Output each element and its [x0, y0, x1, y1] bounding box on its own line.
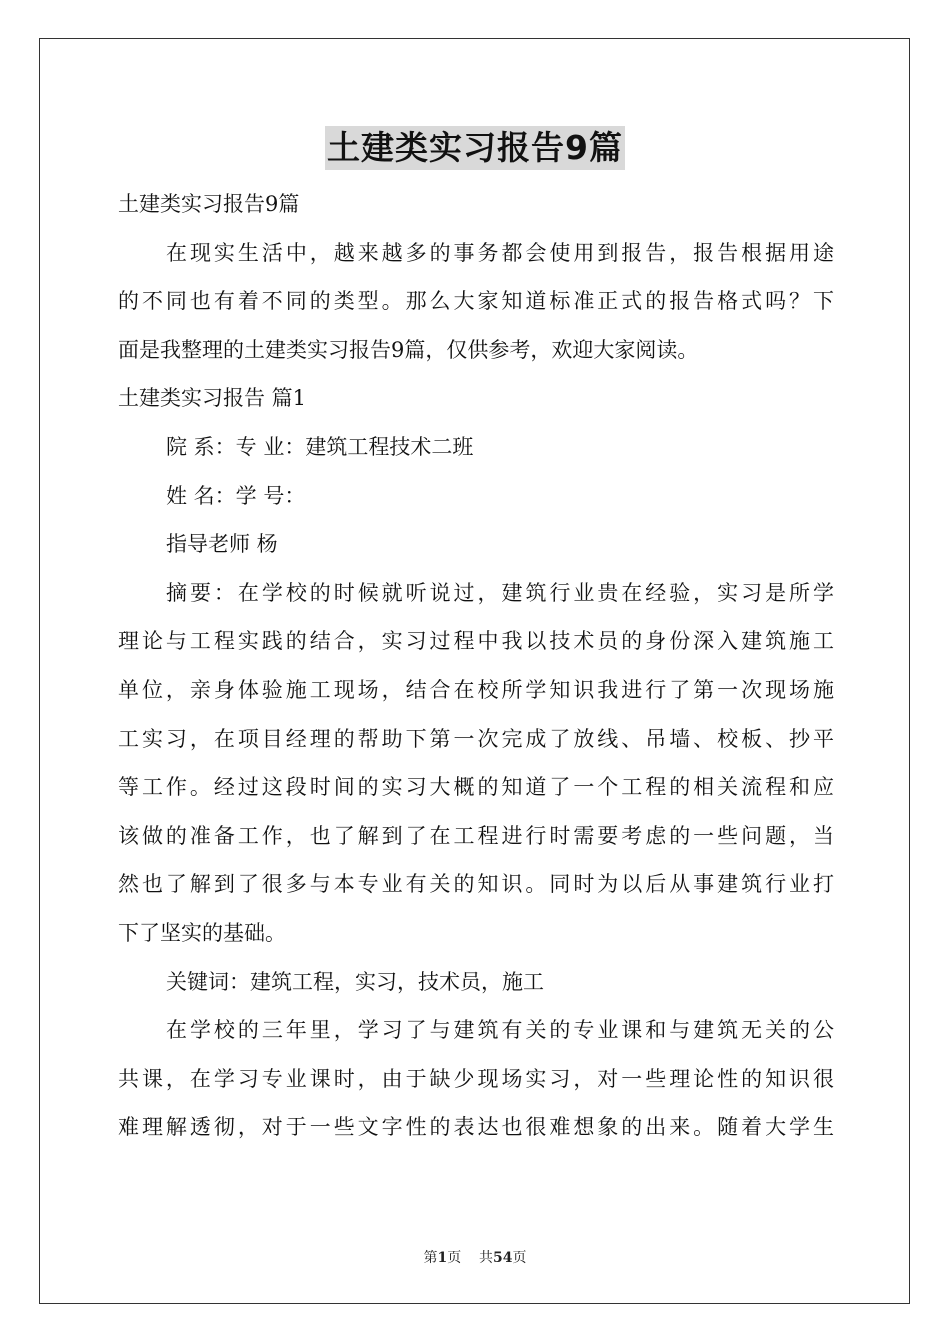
keywords-line: 关键词：建筑工程，实习，技术员，施工 [166, 969, 544, 994]
abstract-line-5: 等工作。经过这段时间的实习大概的知道了一个工程的相关流程和应 [118, 775, 834, 800]
intro-line-3: 面是我整理的土建类实习报告9篇，仅供参考，欢迎大家阅读。 [118, 337, 699, 362]
intro-line-2: 的不同也有着不同的类型。那么大家知道标准正式的报告格式吗？下 [118, 289, 834, 314]
footer-total-prefix: 共 [479, 1250, 494, 1266]
section-heading: 土建类实习报告 篇1 [118, 386, 307, 411]
document-title: 土建类实习报告9篇 [325, 126, 625, 170]
title-area [0, 126, 950, 170]
advisor-line: 指导老师 杨 [166, 532, 278, 557]
abstract-line-6: 该做的准备工作，也了解到了在工程进行时需要考虑的一些问题，当 [118, 823, 834, 848]
footer-page-prefix: 第 [423, 1250, 438, 1266]
body-line-3: 难理解透彻，对于一些文字性的表达也很难想象的出来。随着大学生 [118, 1115, 834, 1140]
abstract-line-4: 工实习，在项目经理的帮助下第一次完成了放线、吊墙、校板、抄平 [118, 726, 834, 751]
subtitle-line: 土建类实习报告9篇 [118, 192, 300, 216]
intro-line-1: 在现实生活中，越来越多的事务都会使用到报告，报告根据用途 [166, 240, 834, 265]
page-footer [0, 1247, 950, 1267]
body-line-2: 共课，在学习专业课时，由于缺少现场实习，对一些理论性的知识很 [118, 1066, 834, 1091]
footer-total-number: 54 [493, 1250, 513, 1266]
footer-page-suffix: 页 [447, 1250, 462, 1266]
abstract-line-1: 摘要：在学校的时候就听说过，建筑行业贵在经验，实习是所学 [166, 580, 834, 605]
abstract-line-2: 理论与工程实践的结合，实习过程中我以技术员的身份深入建筑施工 [118, 629, 834, 654]
name-line: 姓 名：学 号： [166, 483, 306, 508]
abstract-line-3: 单位，亲身体验施工现场，结合在校所学知识我进行了第一次现场施 [118, 677, 834, 702]
abstract-line-7: 然也了解到了很多与本专业有关的知识。同时为以后从事建筑行业打 [118, 872, 834, 897]
abstract-line-8: 下了坚实的基础。 [118, 920, 286, 945]
department-line: 院 系：专 业：建筑工程技术二班 [166, 434, 474, 459]
document-body [118, 180, 834, 1152]
footer-page-number: 1 [437, 1250, 448, 1266]
footer-total-suffix: 页 [512, 1250, 527, 1266]
body-line-1: 在学校的三年里，学习了与建筑有关的专业课和与建筑无关的公 [166, 1018, 834, 1043]
